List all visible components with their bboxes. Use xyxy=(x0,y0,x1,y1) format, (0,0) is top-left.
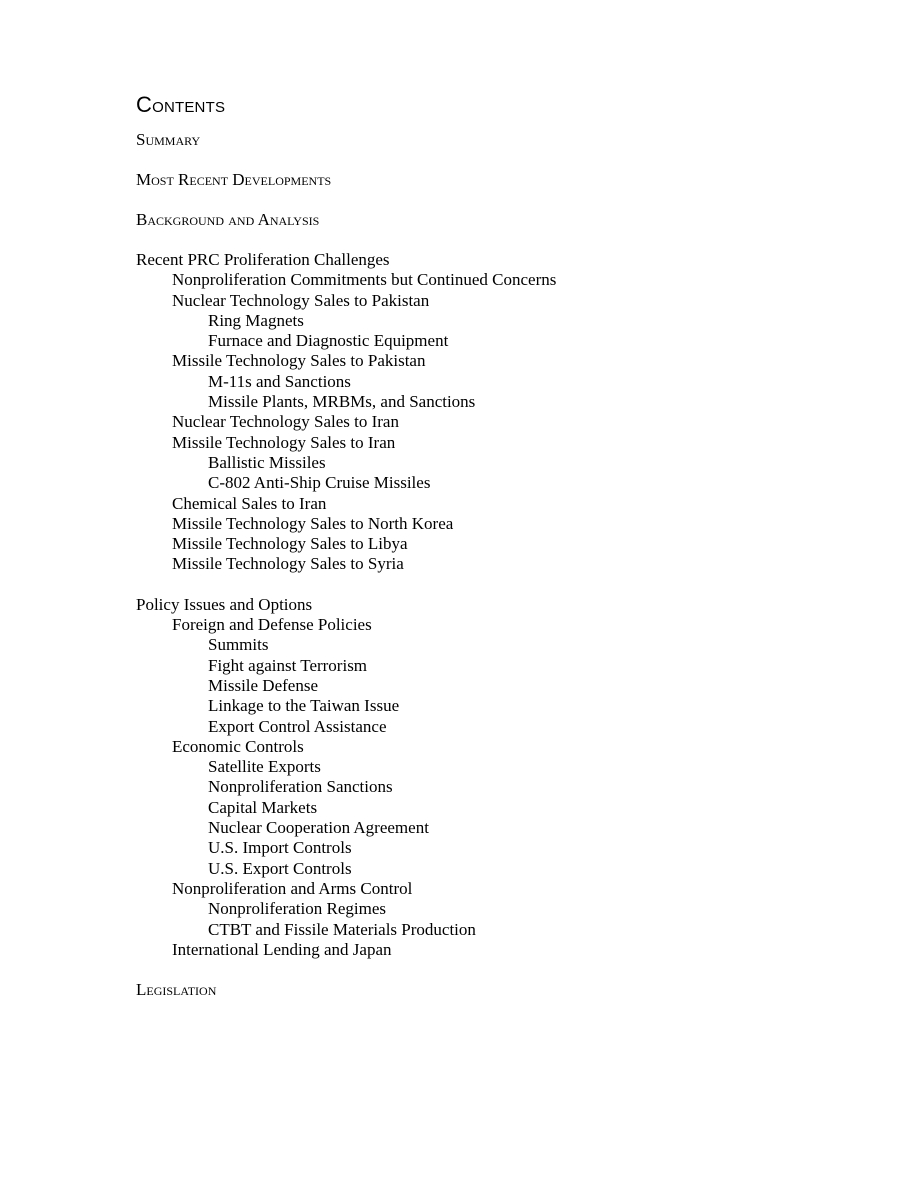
contents-page xyxy=(136,90,836,1020)
toc-entry[interactable]: Nonproliferation Sanctions xyxy=(208,777,393,797)
toc-entry[interactable]: Nonproliferation Commitments but Continued Concerns xyxy=(172,270,557,290)
toc-entry[interactable]: Nonproliferation Regimes xyxy=(208,899,386,919)
toc-entry[interactable]: Missile Defense xyxy=(208,675,319,695)
toc-entry[interactable]: U.S. Import Controls xyxy=(208,838,352,858)
toc-entry[interactable]: Ballistic Missiles xyxy=(208,452,326,472)
toc-group-policy-issues xyxy=(136,595,836,960)
toc-legislation[interactable]: Legislation xyxy=(136,980,217,1000)
toc-background-and-analysis[interactable]: Background and Analysis xyxy=(136,210,320,229)
toc-entry[interactable]: Summits xyxy=(208,635,269,655)
toc-entry[interactable]: CTBT and Fissile Materials Production xyxy=(208,919,476,939)
toc-entry[interactable]: Foreign and Defense Policies xyxy=(172,615,372,635)
toc-entry[interactable]: Nuclear Technology Sales to Iran xyxy=(172,412,399,432)
toc-entry[interactable]: Furnace and Diagnostic Equipment xyxy=(208,331,449,351)
toc-entry[interactable]: Chemical Sales to Iran xyxy=(172,493,327,513)
toc-entry[interactable]: Nuclear Technology Sales to Pakistan xyxy=(172,290,430,310)
toc-entry[interactable]: Export Control Assistance xyxy=(208,716,387,736)
toc-entry[interactable]: Satellite Exports xyxy=(208,757,321,777)
contents-title: Contents xyxy=(136,92,226,117)
toc-entry[interactable]: Linkage to the Taiwan Issue xyxy=(208,696,400,716)
toc-entry[interactable]: Ring Magnets xyxy=(208,310,304,330)
toc-entry[interactable]: M-11s and Sanctions xyxy=(208,371,351,391)
toc-entry[interactable]: Nonproliferation and Arms Control xyxy=(172,878,413,898)
toc-entry[interactable]: Fight against Terrorism xyxy=(208,655,368,675)
toc-group-proliferation-challenges xyxy=(136,250,836,575)
toc-entry[interactable]: C-802 Anti-Ship Cruise Missiles xyxy=(208,473,431,493)
toc-entry[interactable]: Missile Technology Sales to North Korea xyxy=(172,513,454,533)
toc-entry[interactable]: Missile Plants, MRBMs, and Sanctions xyxy=(208,392,476,412)
toc-entry[interactable]: Recent PRC Proliferation Challenges xyxy=(136,250,390,269)
toc-entry[interactable]: Policy Issues and Options xyxy=(136,594,313,614)
toc-entry[interactable]: Economic Controls xyxy=(172,736,304,756)
toc-summary[interactable]: Summary xyxy=(136,130,201,149)
toc-entry[interactable]: Missile Technology Sales to Pakistan xyxy=(172,351,426,371)
toc-entry[interactable]: Missile Technology Sales to Iran xyxy=(172,432,396,452)
toc-entry[interactable]: U.S. Export Controls xyxy=(208,858,352,878)
toc-entry[interactable]: Nuclear Cooperation Agreement xyxy=(208,818,429,838)
toc-entry[interactable]: Capital Markets xyxy=(208,797,318,817)
toc-entry[interactable]: International Lending and Japan xyxy=(172,939,392,959)
toc-entry[interactable]: Missile Technology Sales to Libya xyxy=(172,534,408,554)
toc-most-recent-developments[interactable]: Most Recent Developments xyxy=(136,170,332,189)
toc-entry[interactable]: Missile Technology Sales to Syria xyxy=(172,554,404,574)
